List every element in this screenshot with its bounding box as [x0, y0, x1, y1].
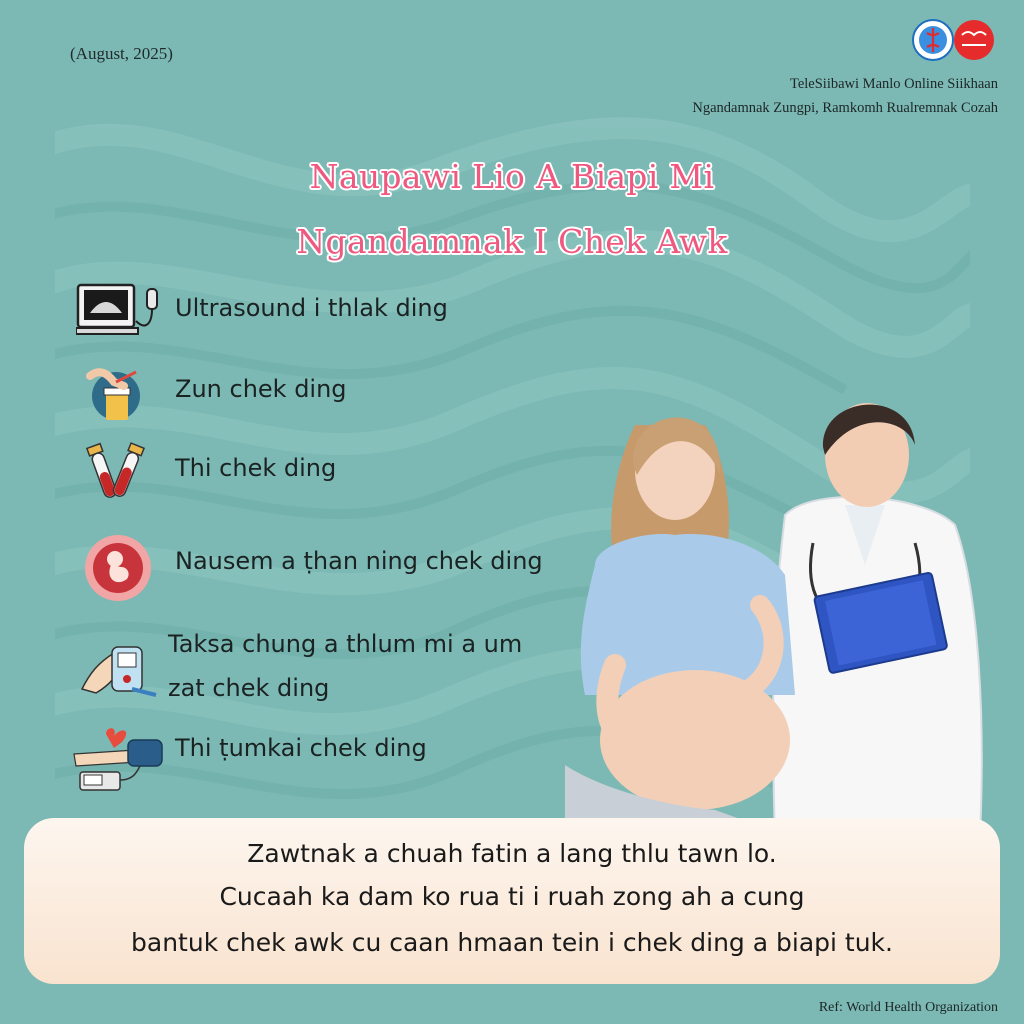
- doctor-figure: [773, 403, 982, 835]
- pregnant-woman-figure: [565, 418, 795, 836]
- checklist-item-urine: Zun chek ding: [175, 375, 347, 403]
- blood-tubes-icon: [84, 442, 148, 506]
- checklist-item-fetus: Nausem a ṭhan ning chek ding: [175, 547, 543, 575]
- ultrasound-machine-icon: [76, 283, 164, 337]
- checklist-item-glucose-line-1: Taksa chung a thlum mi a um: [168, 630, 523, 658]
- page-title-line-2: Ngandamnak I Chek Awk: [296, 222, 728, 261]
- checklist-item-ultrasound: Ultrasound i thlak ding: [175, 294, 448, 322]
- page-title-line-1: Naupawi Lio A Biapi Mi: [309, 157, 715, 196]
- glucose-meter-icon: [80, 633, 160, 697]
- organization-block: [692, 72, 998, 120]
- org-line-1: TeleSiibawi Manlo Online Siikhaan: [790, 76, 998, 92]
- date-label: (August, 2025): [70, 44, 173, 63]
- blood-pressure-cuff-icon: [70, 722, 168, 792]
- ministry-logos: [912, 19, 996, 61]
- health-program-logo-icon: [954, 20, 994, 60]
- reference-label: Ref: World Health Organization: [818, 1000, 998, 1015]
- notice-line-2: Cucaah ka dam ko rua ti i ruah zong ah a cung: [219, 882, 805, 911]
- notice-line-3: bantuk chek awk cu caan hmaan tein i chek ding a biapi tuk.: [131, 928, 893, 957]
- org-line-2: Ngandamnak Zungpi, Ramkomh Rualremnak Cozah: [692, 100, 998, 116]
- checklist-item-glucose-line-2: zat chek ding: [168, 674, 330, 702]
- pregnant-woman-and-doctor-illustration: [555, 365, 985, 835]
- ministry-of-health-logo-icon: [913, 20, 953, 60]
- checklist-item-blood: Thi chek ding: [175, 454, 337, 482]
- fetus-icon: [83, 533, 153, 603]
- notice-line-1: Zawtnak a chuah fatin a lang thlu tawn lo.: [247, 839, 777, 868]
- urine-sample-icon: [86, 364, 142, 422]
- notice-box: [24, 818, 1000, 984]
- checklist-item-blood-pressure: Thi ṭumkai chek ding: [175, 734, 427, 762]
